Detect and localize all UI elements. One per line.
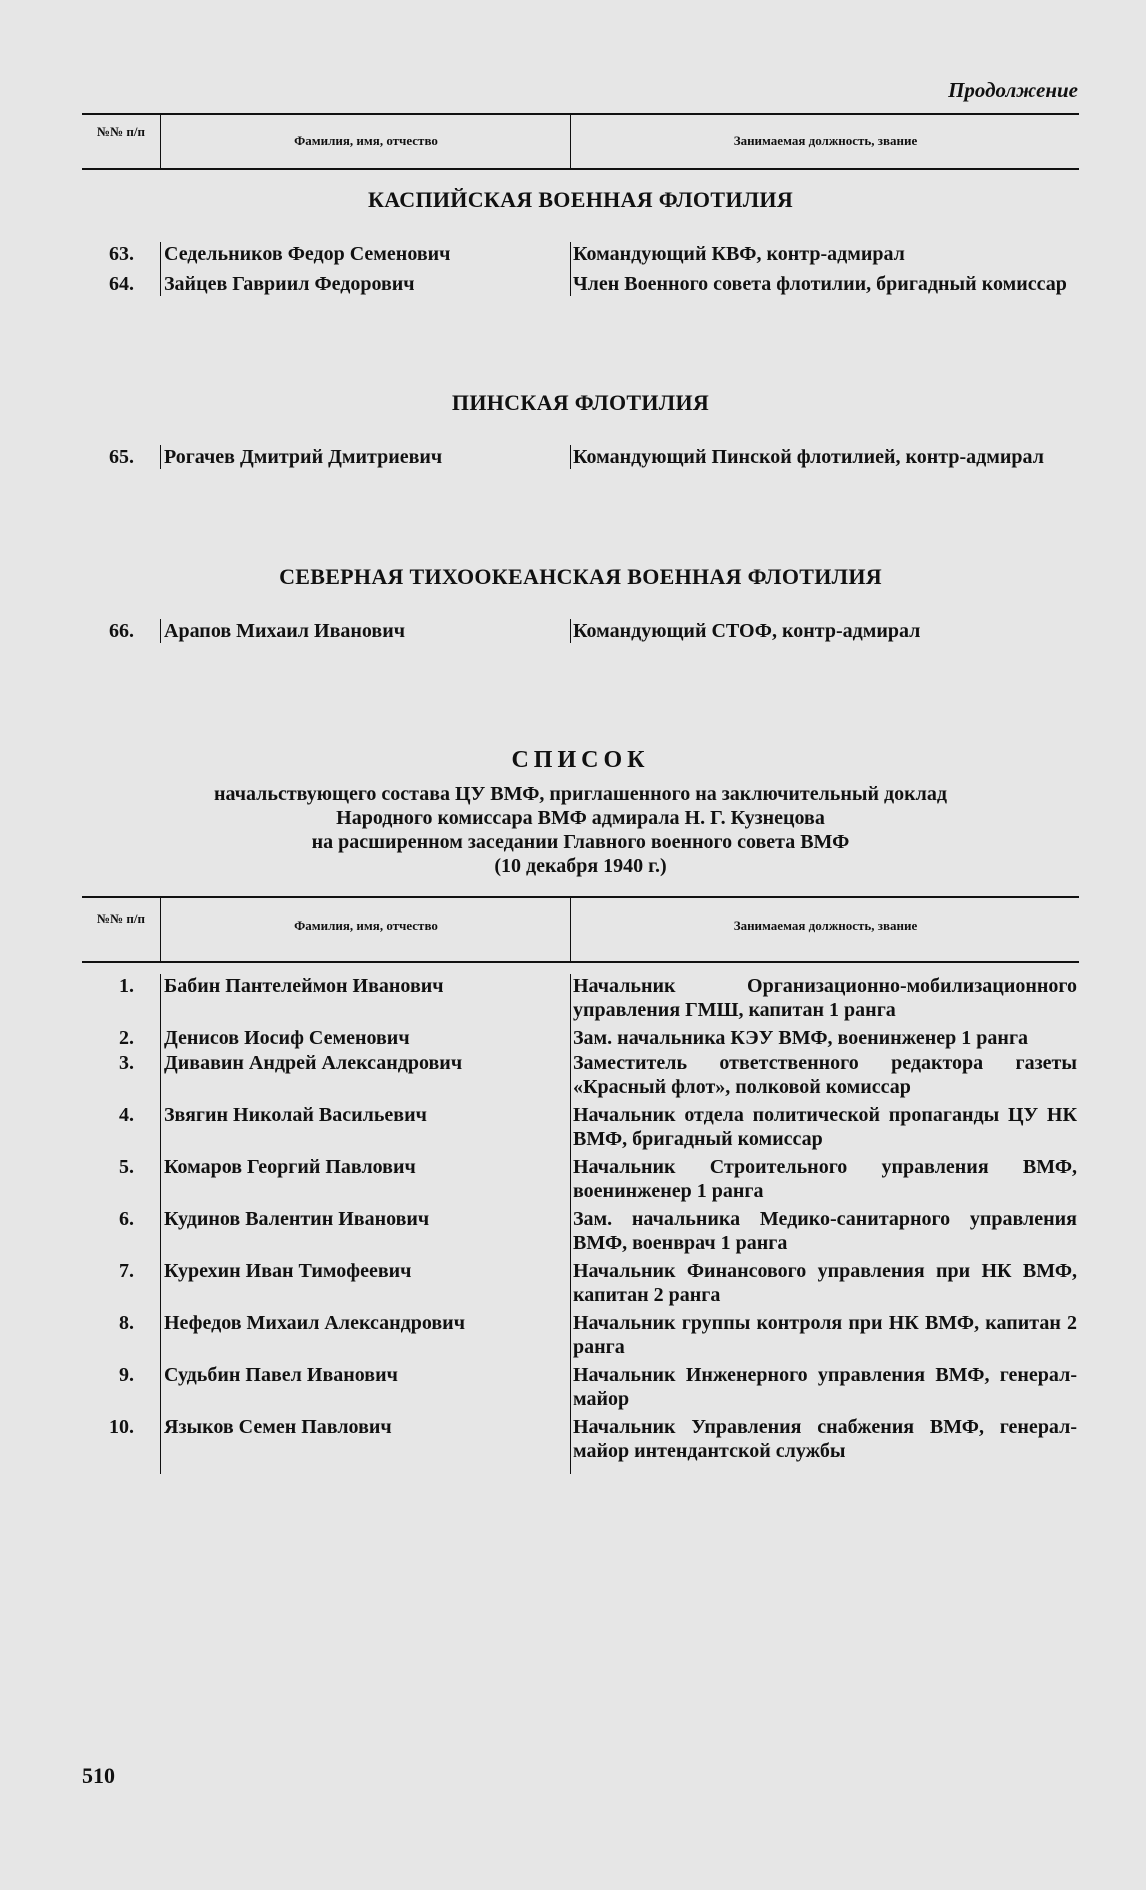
row-position: Начальник отдела политической пропаганды ЦУ НК ВМФ, бригадный комиссар: [573, 1104, 1077, 1150]
continuation-label: Продолжение: [948, 78, 1078, 102]
row-name: Кудинов Валентин Иванович: [164, 1208, 430, 1230]
row-num: 66.: [109, 620, 134, 642]
row-position: Начальник Инженерного управления ВМФ, генерал-майор: [573, 1364, 1077, 1410]
header-num: №№ п/п: [97, 124, 145, 139]
section-rows-pinsk: [82, 445, 1079, 469]
row-num: 2.: [119, 1027, 134, 1049]
row-num: 8.: [119, 1312, 134, 1334]
row-name: Звягин Николай Васильевич: [164, 1104, 427, 1126]
row-position: Зам. начальника КЭУ ВМФ, военинженер 1 ранга: [573, 1027, 1029, 1049]
row-position: Командующий СТОФ, контр-адмирал: [573, 620, 921, 642]
row-position: Командующий КВФ, контр-адмирал: [573, 243, 905, 265]
row-name: Комаров Георгий Павлович: [164, 1156, 416, 1178]
section-title-north-pacific: СЕВЕРНАЯ ТИХООКЕАНСКАЯ ВОЕННАЯ ФЛОТИЛИЯ: [279, 564, 882, 589]
table-row: [82, 1207, 1079, 1259]
list-subtitle: [82, 782, 1079, 878]
header-position: Занимаемая должность, звание: [733, 918, 918, 933]
row-num: 65.: [109, 446, 134, 468]
row-num: 7.: [119, 1260, 134, 1282]
table-row: [82, 445, 1079, 469]
table-row: [82, 1026, 1079, 1051]
header-name: Фамилия, имя, отчество: [294, 133, 438, 148]
row-name: Курехин Иван Тимофеевич: [164, 1260, 412, 1282]
list-subtitle-line: на расширенном заседании Главного военного совета ВМФ: [311, 831, 850, 853]
table-row: [82, 1415, 1079, 1467]
table-row: [82, 1103, 1079, 1155]
row-num: 64.: [109, 273, 134, 295]
row-name: Арапов Михаил Иванович: [164, 620, 405, 642]
list-title: СПИСОК: [511, 747, 650, 773]
row-num: 10.: [109, 1416, 134, 1438]
table-row: [82, 974, 1079, 1026]
row-name: Денисов Иосиф Семенович: [164, 1027, 410, 1049]
row-position: Командующий Пинской флотилией, контр-адмирал: [573, 446, 1044, 468]
list-subtitle-line: Народного комиссара ВМФ адмирала Н. Г. Кузнецова: [336, 807, 825, 829]
row-name: Седельников Федор Семенович: [164, 243, 451, 265]
list-subtitle-line: (10 декабря 1940 г.): [494, 855, 667, 877]
row-num: 5.: [119, 1156, 134, 1178]
row-position: Начальник Организационно-мобилизационного управления ГМШ, капитан 1 ранга: [573, 975, 1077, 1021]
table-header-list: [82, 896, 1079, 963]
table-row: [82, 1155, 1079, 1207]
header-position: Занимаемая должность, звание: [733, 133, 918, 148]
page-number: 510: [82, 1763, 115, 1788]
row-name: Языков Семен Павлович: [164, 1416, 392, 1438]
row-num: 6.: [119, 1208, 134, 1230]
row-name: Дивавин Андрей Александрович: [164, 1052, 463, 1074]
section-rows-caspian: [82, 242, 1079, 296]
row-num: 3.: [119, 1052, 134, 1074]
header-num: №№ п/п: [97, 911, 145, 926]
row-position: Заместитель ответственного редактора газеты «Красный флот», полковой комиссар: [573, 1052, 1077, 1098]
row-name: Бабин Пантелеймон Иванович: [164, 975, 444, 997]
table-row: [82, 1311, 1079, 1363]
row-position: Начальник Строительного управления ВМФ, военинженер 1 ранга: [573, 1156, 1077, 1202]
section-rows-north-pacific: [82, 619, 1079, 643]
row-position: Начальник Управления снабжения ВМФ, генерал-майор интендантской службы: [573, 1416, 1077, 1462]
row-position: Начальник группы контроля при НК ВМФ, капитан 2 ранга: [573, 1312, 1077, 1358]
row-num: 4.: [119, 1104, 134, 1126]
row-name: Судьбин Павел Иванович: [164, 1364, 398, 1386]
row-num: 9.: [119, 1364, 134, 1386]
row-name: Нефедов Михаил Александрович: [164, 1312, 465, 1334]
list-rows: [82, 974, 1079, 1474]
row-position: Зам. начальника Медико-санитарного управления ВМФ, военврач 1 ранга: [573, 1208, 1077, 1254]
row-name: Рогачев Дмитрий Дмитриевич: [164, 446, 443, 468]
table-row: [82, 619, 1079, 643]
section-title-caspian: КАСПИЙСКАЯ ВОЕННАЯ ФЛОТИЛИЯ: [367, 187, 794, 212]
table-row: [82, 242, 1079, 272]
row-position: Член Военного совета флотилии, бригадный комиссар: [573, 273, 1067, 295]
list-subtitle-line: начальствующего состава ЦУ ВМФ, приглашенного на заключительный доклад: [213, 783, 948, 805]
table-row: [82, 1051, 1079, 1103]
row-name: Зайцев Гавриил Федорович: [164, 273, 415, 295]
row-num: 63.: [109, 243, 134, 265]
section-title-pinsk: ПИНСКАЯ ФЛОТИЛИЯ: [451, 390, 710, 415]
table-row: [82, 272, 1079, 296]
table-row: [82, 1259, 1079, 1311]
table-row: [82, 1363, 1079, 1415]
table-header-top: [82, 113, 1079, 170]
row-num: 1.: [119, 975, 134, 997]
row-position: Начальник Финансового управления при НК ВМФ, капитан 2 ранга: [573, 1260, 1077, 1306]
header-name: Фамилия, имя, отчество: [294, 918, 438, 933]
